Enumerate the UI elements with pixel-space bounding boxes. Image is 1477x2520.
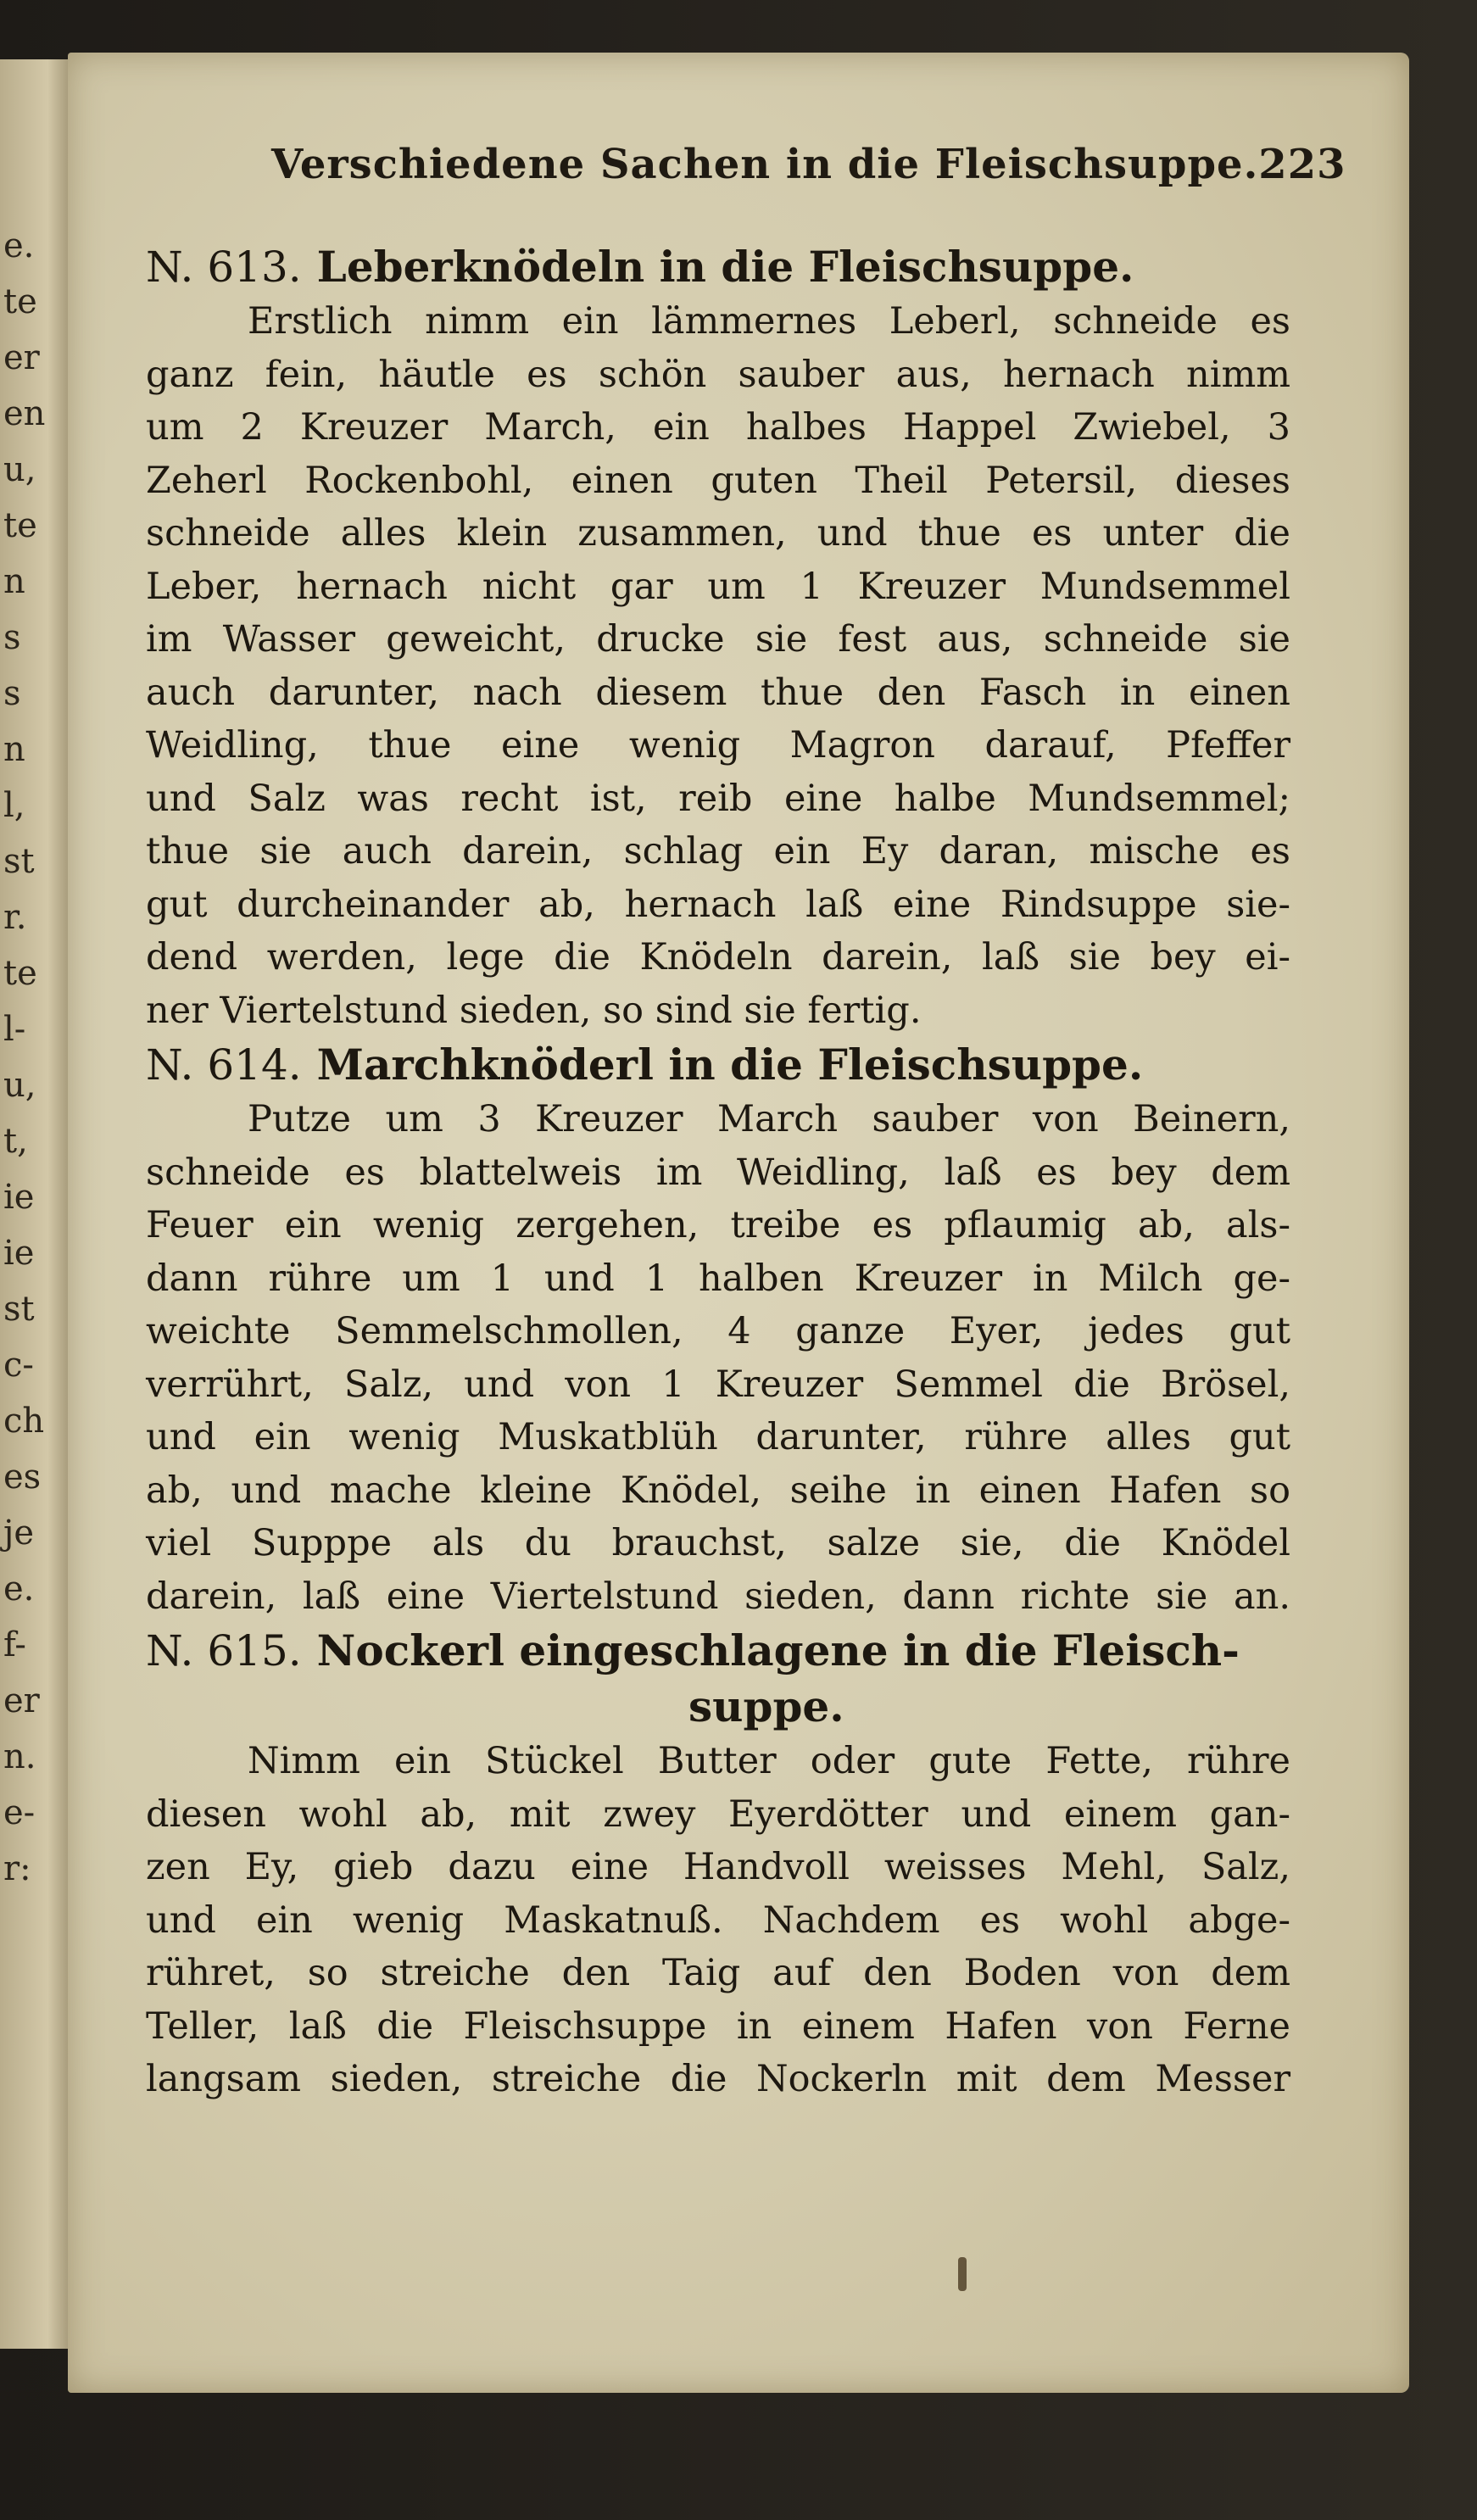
- text-line: zen Ey, gieb dazu eine Handvoll weisses Mehl, Salz,: [146, 1846, 1290, 1888]
- text-line: langsam sieden, streiche die Nockerln mit dem Messer: [146, 2058, 1290, 2100]
- page-body: [146, 239, 1290, 2106]
- previous-page-fragment: n.: [3, 1737, 36, 1776]
- previous-page-fragment: e.: [3, 1569, 35, 1608]
- recipe-heading: [146, 1623, 1290, 1679]
- previous-page-fragment: st: [3, 842, 35, 881]
- text-line: rühret, so streiche den Taig auf den Boden von dem: [146, 1952, 1290, 1994]
- text-line: und ein wenig Muskatblüh darunter, rühre alles gut: [146, 1416, 1290, 1458]
- previous-page-fragment: r.: [3, 898, 27, 937]
- previous-page-fragment: n: [3, 562, 25, 601]
- text-line: darein, laß eine Viertelstund sieden, dann richte sie an.: [146, 1575, 1290, 1618]
- text-line: Feuer ein wenig zergehen, treibe es pflaumig ab, als-: [146, 1204, 1290, 1246]
- previous-page-fragment: ch: [3, 1402, 45, 1441]
- text-line: Nimm ein Stückel Butter oder gute Fette, rühre: [248, 1740, 1290, 1782]
- previous-page-fragment: l,: [3, 786, 25, 825]
- recipe-number: N. 615.: [146, 1626, 302, 1675]
- recipe-heading: [146, 239, 1290, 295]
- recipe-title-continuation: suppe.: [688, 1681, 844, 1731]
- book-page: [68, 53, 1409, 2393]
- previous-page-fragment: en: [3, 394, 46, 433]
- text-line: dend werden, lege die Knödeln darein, laß sie bey ei-: [146, 936, 1290, 978]
- previous-page-fragment: u,: [3, 1066, 36, 1105]
- text-line: Teller, laß die Fleischsuppe in einem Hafen von Ferne: [146, 2004, 1290, 2048]
- text-line: schneide alles klein zusammen, und thue es unter die: [146, 512, 1290, 555]
- recipe-number: N. 614.: [146, 1040, 302, 1090]
- text-line: im Wasser geweicht, drucke sie fest aus, schneide sie: [146, 618, 1290, 661]
- previous-page-fragment: e.: [3, 226, 35, 265]
- page-number: 223: [1258, 141, 1346, 188]
- text-line: thue sie auch darein, schlag ein Ey daran, mische es: [146, 830, 1290, 873]
- previous-page-fragment: n: [3, 730, 25, 769]
- previous-page-fragment: er: [3, 338, 40, 377]
- previous-page-fragment: te: [3, 954, 37, 993]
- text-line: Weidling, thue eine wenig Magron darauf, Pfeffer: [146, 724, 1290, 767]
- previous-page-fragment: je: [3, 1514, 35, 1553]
- recipe-title: Nockerl eingeschlagene in die Fleisch-: [316, 1625, 1240, 1675]
- text-line: Erstlich nimm ein lämmernes Leberl, schneide es: [248, 300, 1290, 343]
- text-line: und Salz was recht ist, reib eine halbe Mundsemmel;: [146, 777, 1290, 820]
- text-line: um 2 Kreuzer March, ein halbes Happel Zwiebel, 3: [146, 406, 1290, 449]
- previous-page-fragment: ie: [3, 1178, 35, 1217]
- text-line: dann rühre um 1 und 1 halben Kreuzer in Milch ge-: [146, 1257, 1290, 1300]
- recipe-heading: [146, 1037, 1290, 1093]
- recipe-title: Leberknödeln in die Fleischsuppe.: [316, 242, 1134, 292]
- text-line: Zeherl Rockenbohl, einen guten Theil Petersil, dieses: [146, 459, 1290, 502]
- previous-page-fragment: es: [3, 1458, 42, 1497]
- previous-page-fragment: r:: [3, 1849, 31, 1888]
- previous-page-fragment: te: [3, 282, 37, 321]
- text-line: diesen wohl ab, mit zwey Eyerdötter und einem gan-: [146, 1792, 1290, 1836]
- recipe-text: [146, 1735, 1290, 2106]
- previous-page-edge: [0, 59, 70, 2349]
- previous-page-fragment: e-: [3, 1793, 36, 1832]
- text-line: viel Supppe als du brauchst, salze sie, die Knödel: [146, 1522, 1290, 1564]
- running-head: [271, 141, 1346, 188]
- text-line: schneide es blattelweis im Weidling, laß es bey dem: [146, 1151, 1290, 1194]
- previous-page-fragment: s: [3, 618, 21, 657]
- previous-page-fragment: s: [3, 674, 21, 713]
- previous-page-fragment: u,: [3, 450, 36, 489]
- text-line: weichte Semmelschmollen, 4 ganze Eyer, jedes gut: [146, 1310, 1290, 1352]
- previous-page-fragment: er: [3, 1681, 40, 1720]
- text-line-last: ner Viertelstund sieden, so sind sie fertig.: [146, 989, 922, 1032]
- previous-page-fragment: t,: [3, 1122, 28, 1161]
- recipe-number: N. 613.: [146, 243, 302, 292]
- recipe-text: [146, 1093, 1290, 1623]
- previous-page-fragment: c-: [3, 1346, 34, 1385]
- text-line: ab, und mache kleine Knödel, seihe in einen Hafen so: [146, 1469, 1290, 1512]
- recipe-title: Marchknöderl in die Fleischsuppe.: [316, 1040, 1144, 1090]
- text-line: ganz fein, häutle es schön sauber aus, hernach nimm: [146, 353, 1290, 396]
- previous-page-fragment: st: [3, 1290, 35, 1329]
- text-line: auch darunter, nach diesem thue den Fasch in einen: [146, 671, 1290, 714]
- text-line: verrührt, Salz, und von 1 Kreuzer Semmel die Brösel,: [146, 1363, 1290, 1406]
- text-line: und ein wenig Maskatnuß. Nachdem es wohl abge-: [146, 1898, 1290, 1942]
- running-head-title: Verschiedene Sachen in die Fleischsuppe.: [271, 141, 1259, 188]
- previous-page-fragment: ie: [3, 1234, 35, 1273]
- text-line: gut durcheinander ab, hernach laß eine Rindsuppe sie-: [146, 883, 1290, 926]
- previous-page-fragment: te: [3, 506, 37, 545]
- text-line: Putze um 3 Kreuzer March sauber von Beinern,: [248, 1098, 1290, 1140]
- ink-smudge: [958, 2257, 967, 2291]
- recipe-text: [146, 295, 1290, 1037]
- text-line: Leber, hernach nicht gar um 1 Kreuzer Mundsemmel: [146, 565, 1290, 608]
- previous-page-fragment: l-: [3, 1010, 26, 1049]
- previous-page-fragment: f-: [3, 1625, 26, 1664]
